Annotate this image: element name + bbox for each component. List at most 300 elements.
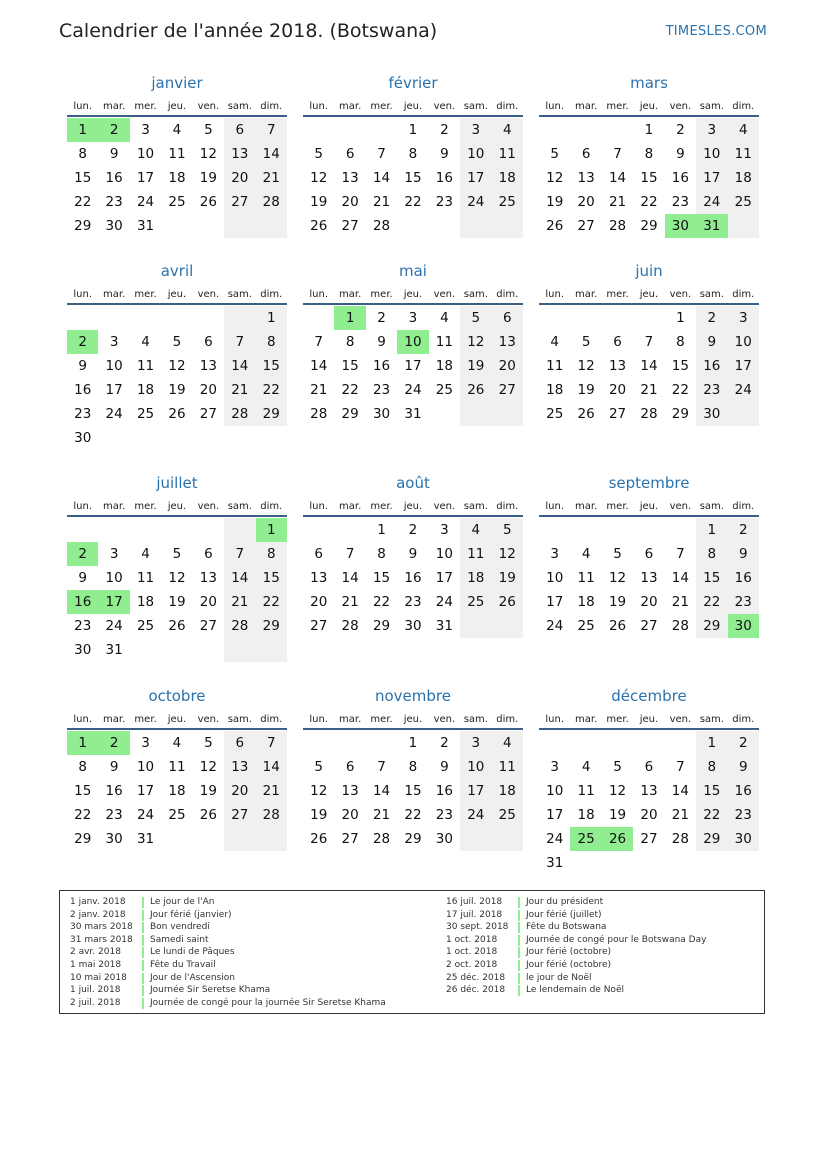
day-cell[interactable]: 2 [408,522,418,538]
day-cell[interactable]: 13 [224,755,255,779]
day-cell[interactable]: 9 [408,546,418,562]
day-cell[interactable]: 11 [577,570,595,586]
day-cell[interactable]: 26 [168,618,186,634]
day-cell[interactable]: 20 [224,166,255,190]
day-cell[interactable]: 1 [256,306,287,330]
day-cell[interactable]: 24 [728,378,759,402]
day-cell[interactable]: 31 [136,218,155,234]
day-cell[interactable]: 20 [310,594,328,610]
day-cell[interactable]: 14 [671,783,689,799]
day-cell[interactable]: 19 [168,594,186,610]
day-cell[interactable]: 25 [546,406,564,422]
day-cell[interactable]: 22 [404,807,422,823]
day-cell[interactable]: 26 [577,406,595,422]
day-cell[interactable]: 3 [141,122,150,138]
day-cell[interactable]: 3 [141,735,150,751]
day-cell[interactable]: 20 [577,194,595,210]
day-cell[interactable]: 6 [345,146,355,162]
day-cell[interactable]: 5 [314,759,323,775]
day-cell[interactable]: 13 [492,330,523,354]
day-cell[interactable]: 12 [168,358,186,374]
day-cell[interactable]: 14 [372,170,391,186]
day-cell[interactable]: 22 [696,803,727,827]
day-cell[interactable]: 2 [377,310,386,326]
day-cell[interactable]: 8 [256,330,287,354]
day-cell[interactable]: 10 [136,146,155,162]
day-cell[interactable]: 3 [408,310,418,326]
day-cell[interactable]: 28 [372,831,391,847]
day-cell[interactable]: 3 [550,759,559,775]
day-cell[interactable]: 7 [676,759,685,775]
day-cell[interactable]: 11 [460,542,491,566]
day-cell[interactable]: 30 [105,831,123,847]
day-cell[interactable]: 27 [492,378,523,402]
day-cell[interactable]: 19 [546,194,564,210]
day-cell[interactable]: 23 [105,807,123,823]
day-cell[interactable]: 26 [199,194,217,210]
day-cell[interactable]: 28 [224,614,255,638]
day-cell[interactable]: 1 [377,522,386,538]
day-cell[interactable]: 26 [492,590,523,614]
day-cell[interactable]: 24 [696,190,727,214]
day-cell[interactable]: 19 [492,566,523,590]
day-cell[interactable]: 27 [224,803,255,827]
day-cell[interactable]: 20 [492,354,523,378]
day-cell[interactable]: 14 [372,783,391,799]
day-cell[interactable]: 2 [440,122,449,138]
day-cell[interactable]: 23 [728,590,759,614]
day-cell[interactable]: 17 [460,779,491,803]
day-cell[interactable]: 14 [341,570,359,586]
day-cell[interactable]: 24 [105,406,123,422]
day-cell[interactable]: 12 [546,170,564,186]
day-cell[interactable]: 6 [345,759,355,775]
day-cell[interactable]: 22 [256,378,287,402]
day-cell[interactable]: 10 [546,570,564,586]
day-cell[interactable]: 5 [613,759,622,775]
day-cell[interactable]: 17 [105,382,123,398]
day-cell[interactable]: 7 [377,146,386,162]
day-cell[interactable]: 29 [671,406,689,422]
day-cell[interactable]: 3 [696,118,727,142]
day-cell[interactable]: 23 [435,807,453,823]
day-cell[interactable]: 16 [74,382,92,398]
day-cell[interactable]: 6 [492,306,523,330]
day-cell[interactable]: 3 [109,546,119,562]
day-cell[interactable]: 15 [256,566,287,590]
day-cell[interactable]: 1 [67,731,98,755]
day-cell[interactable]: 1 [408,122,418,138]
day-cell[interactable]: 20 [199,594,217,610]
day-cell[interactable]: 11 [492,142,523,166]
day-cell[interactable]: 20 [224,779,255,803]
day-cell[interactable]: 1 [67,118,98,142]
day-cell[interactable]: 27 [199,618,217,634]
day-cell[interactable]: 17 [546,807,564,823]
day-cell[interactable]: 2 [728,731,759,755]
day-cell[interactable]: 2 [98,118,129,142]
day-cell[interactable]: 26 [546,218,564,234]
day-cell[interactable]: 18 [168,783,186,799]
day-cell[interactable]: 28 [671,831,689,847]
day-cell[interactable]: 27 [341,218,359,234]
day-cell[interactable]: 29 [696,827,727,851]
day-cell[interactable]: 4 [172,735,182,751]
day-cell[interactable]: 29 [256,402,287,426]
day-cell[interactable]: 29 [341,406,359,422]
day-cell[interactable]: 17 [696,166,727,190]
day-cell[interactable]: 2 [67,330,98,354]
day-cell[interactable]: 17 [136,783,155,799]
day-cell[interactable]: 18 [136,382,155,398]
day-cell[interactable]: 4 [728,118,759,142]
day-cell[interactable]: 5 [581,334,591,350]
day-cell[interactable]: 23 [435,194,453,210]
day-cell[interactable]: 29 [74,831,92,847]
day-cell[interactable]: 23 [372,382,391,398]
day-cell[interactable]: 16 [105,783,123,799]
day-cell[interactable]: 17 [136,170,155,186]
day-cell[interactable]: 31 [546,855,564,871]
day-cell[interactable]: 6 [644,759,654,775]
day-cell[interactable]: 29 [640,218,658,234]
day-cell[interactable]: 2 [676,122,685,138]
day-cell[interactable]: 22 [74,807,92,823]
day-cell[interactable]: 13 [640,783,658,799]
day-cell[interactable]: 13 [199,358,217,374]
day-cell[interactable]: 18 [136,594,155,610]
day-cell[interactable]: 15 [404,170,422,186]
day-cell[interactable]: 4 [460,518,491,542]
day-cell[interactable]: 15 [696,566,727,590]
day-cell[interactable]: 6 [224,118,255,142]
day-cell[interactable]: 21 [224,590,255,614]
day-cell[interactable]: 17 [435,570,453,586]
day-cell[interactable]: 13 [341,783,359,799]
day-cell[interactable]: 25 [492,803,523,827]
day-cell[interactable]: 24 [136,807,155,823]
day-cell[interactable]: 27 [640,618,658,634]
day-cell[interactable]: 1 [256,518,287,542]
day-cell[interactable]: 7 [224,542,255,566]
day-cell[interactable]: 30 [696,402,727,426]
day-cell[interactable]: 7 [644,334,654,350]
day-cell[interactable]: 1 [408,735,418,751]
day-cell[interactable]: 12 [168,570,186,586]
day-cell[interactable]: 6 [204,546,213,562]
day-cell[interactable]: 16 [696,354,727,378]
day-cell[interactable]: 31 [136,831,155,847]
day-cell[interactable]: 10 [696,142,727,166]
day-cell[interactable]: 13 [577,170,595,186]
day-cell[interactable]: 5 [460,306,491,330]
day-cell[interactable]: 4 [492,731,523,755]
day-cell[interactable]: 6 [613,334,622,350]
day-cell[interactable]: 30 [74,430,92,446]
day-cell[interactable]: 28 [671,618,689,634]
day-cell[interactable]: 5 [492,518,523,542]
day-cell[interactable]: 6 [644,546,654,562]
day-cell[interactable]: 16 [372,358,391,374]
day-cell[interactable]: 23 [728,803,759,827]
day-cell[interactable]: 9 [440,759,449,775]
day-cell[interactable]: 28 [256,190,287,214]
day-cell[interactable]: 16 [728,566,759,590]
day-cell[interactable]: 14 [310,358,328,374]
day-cell[interactable]: 14 [608,170,627,186]
day-cell[interactable]: 5 [204,122,213,138]
day-cell[interactable]: 26 [608,618,627,634]
day-cell[interactable]: 9 [728,542,759,566]
day-cell[interactable]: 20 [341,194,359,210]
day-cell[interactable]: 19 [168,382,186,398]
day-cell[interactable]: 5 [550,146,559,162]
day-cell[interactable]: 23 [105,194,123,210]
day-cell[interactable]: 31 [105,642,123,658]
day-cell[interactable]: 18 [460,566,491,590]
day-cell[interactable]: 2 [696,306,727,330]
day-cell[interactable]: 25 [460,590,491,614]
day-cell[interactable]: 18 [728,166,759,190]
day-cell[interactable]: 22 [671,382,689,398]
day-cell[interactable]: 13 [310,570,328,586]
day-cell[interactable]: 7 [256,118,287,142]
day-cell[interactable]: 17 [404,358,422,374]
day-cell[interactable]: 26 [310,831,328,847]
day-cell[interactable]: 22 [696,590,727,614]
day-cell[interactable]: 31 [404,406,422,422]
day-cell[interactable]: 1 [676,310,685,326]
day-cell[interactable]: 9 [377,334,386,350]
day-cell[interactable]: 2 [440,735,449,751]
day-cell[interactable]: 12 [608,783,627,799]
day-cell[interactable]: 8 [408,146,418,162]
day-cell[interactable]: 30 [728,614,759,638]
day-cell[interactable]: 29 [74,218,92,234]
day-cell[interactable]: 28 [256,803,287,827]
day-cell[interactable]: 9 [78,358,87,374]
day-cell[interactable]: 9 [676,146,685,162]
day-cell[interactable]: 2 [728,518,759,542]
day-cell[interactable]: 27 [608,406,627,422]
day-cell[interactable]: 10 [460,755,491,779]
day-cell[interactable]: 27 [341,831,359,847]
day-cell[interactable]: 19 [310,194,328,210]
day-cell[interactable]: 22 [74,194,92,210]
day-cell[interactable]: 8 [78,146,87,162]
day-cell[interactable]: 20 [341,807,359,823]
day-cell[interactable]: 23 [74,406,92,422]
day-cell[interactable]: 15 [671,358,689,374]
day-cell[interactable]: 20 [640,807,658,823]
day-cell[interactable]: 26 [310,218,328,234]
day-cell[interactable]: 12 [577,358,595,374]
day-cell[interactable]: 18 [577,594,595,610]
day-cell[interactable]: 3 [460,118,491,142]
day-cell[interactable]: 9 [78,570,87,586]
day-cell[interactable]: 15 [341,358,359,374]
day-cell[interactable]: 13 [640,570,658,586]
day-cell[interactable]: 5 [613,546,622,562]
day-cell[interactable]: 29 [696,614,727,638]
day-cell[interactable]: 2 [98,731,129,755]
day-cell[interactable]: 11 [435,334,453,350]
day-cell[interactable]: 8 [345,334,355,350]
day-cell[interactable]: 22 [341,382,359,398]
day-cell[interactable]: 12 [492,542,523,566]
day-cell[interactable]: 3 [728,306,759,330]
day-cell[interactable]: 11 [136,570,155,586]
day-cell[interactable]: 8 [78,759,87,775]
day-cell[interactable]: 8 [644,146,654,162]
day-cell[interactable]: 21 [372,807,391,823]
day-cell[interactable]: 25 [435,382,453,398]
day-cell[interactable]: 23 [671,194,689,210]
day-cell[interactable]: 16 [728,779,759,803]
day-cell[interactable]: 17 [546,594,564,610]
day-cell[interactable]: 9 [109,759,119,775]
day-cell[interactable]: 24 [460,803,491,827]
day-cell[interactable]: 3 [109,334,119,350]
day-cell[interactable]: 15 [74,783,92,799]
day-cell[interactable]: 12 [460,330,491,354]
day-cell[interactable]: 15 [696,779,727,803]
day-cell[interactable]: 5 [172,546,182,562]
day-cell[interactable]: 18 [492,779,523,803]
day-cell[interactable]: 8 [377,546,386,562]
day-cell[interactable]: 30 [372,406,391,422]
day-cell[interactable]: 25 [168,807,186,823]
day-cell[interactable]: 14 [671,570,689,586]
day-cell[interactable]: 20 [608,382,627,398]
day-cell[interactable]: 10 [435,546,453,562]
day-cell[interactable]: 30 [404,618,422,634]
day-cell[interactable]: 4 [172,122,182,138]
day-cell[interactable]: 7 [676,546,685,562]
day-cell[interactable]: 7 [345,546,355,562]
day-cell[interactable]: 25 [570,827,601,851]
day-cell[interactable]: 14 [224,354,255,378]
day-cell[interactable]: 7 [256,731,287,755]
day-cell[interactable]: 4 [581,546,591,562]
day-cell[interactable]: 5 [204,735,213,751]
day-cell[interactable]: 28 [341,618,359,634]
day-cell[interactable]: 27 [640,831,658,847]
day-cell[interactable]: 21 [256,166,287,190]
day-cell[interactable]: 30 [435,831,453,847]
day-cell[interactable]: 10 [728,330,759,354]
day-cell[interactable]: 11 [728,142,759,166]
day-cell[interactable]: 11 [136,358,155,374]
day-cell[interactable]: 24 [546,831,564,847]
day-cell[interactable]: 4 [550,334,559,350]
day-cell[interactable]: 14 [256,755,287,779]
day-cell[interactable]: 7 [613,146,622,162]
day-cell[interactable]: 21 [640,382,658,398]
day-cell[interactable]: 27 [577,218,595,234]
day-cell[interactable]: 21 [671,807,689,823]
day-cell[interactable]: 28 [608,218,627,234]
day-cell[interactable]: 8 [408,759,418,775]
day-cell[interactable]: 3 [550,546,559,562]
day-cell[interactable]: 28 [640,406,658,422]
day-cell[interactable]: 21 [310,382,328,398]
day-cell[interactable]: 2 [67,542,98,566]
day-cell[interactable]: 13 [224,142,255,166]
day-cell[interactable]: 28 [310,406,328,422]
day-cell[interactable]: 16 [435,170,453,186]
day-cell[interactable]: 25 [577,618,595,634]
day-cell[interactable]: 21 [372,194,391,210]
day-cell[interactable]: 1 [334,306,365,330]
day-cell[interactable]: 31 [696,214,727,238]
day-cell[interactable]: 29 [256,614,287,638]
day-cell[interactable]: 17 [98,590,129,614]
day-cell[interactable]: 15 [640,170,658,186]
day-cell[interactable]: 26 [460,378,491,402]
day-cell[interactable]: 12 [199,146,217,162]
day-cell[interactable]: 23 [404,594,422,610]
day-cell[interactable]: 11 [492,755,523,779]
day-cell[interactable]: 6 [314,546,323,562]
day-cell[interactable]: 17 [460,166,491,190]
day-cell[interactable]: 9 [696,330,727,354]
day-cell[interactable]: 5 [172,334,182,350]
day-cell[interactable]: 19 [199,170,217,186]
day-cell[interactable]: 29 [372,618,391,634]
day-cell[interactable]: 10 [136,759,155,775]
day-cell[interactable]: 29 [404,831,422,847]
day-cell[interactable]: 20 [640,594,658,610]
day-cell[interactable]: 28 [224,402,255,426]
day-cell[interactable]: 19 [577,382,595,398]
day-cell[interactable]: 30 [105,218,123,234]
day-cell[interactable]: 18 [168,170,186,186]
day-cell[interactable]: 22 [404,194,422,210]
day-cell[interactable]: 19 [310,807,328,823]
day-cell[interactable]: 15 [74,170,92,186]
day-cell[interactable]: 27 [199,406,217,422]
day-cell[interactable]: 22 [640,194,658,210]
day-cell[interactable]: 7 [314,334,323,350]
day-cell[interactable]: 12 [199,759,217,775]
day-cell[interactable]: 6 [224,731,255,755]
day-cell[interactable]: 22 [256,590,287,614]
day-cell[interactable]: 10 [546,783,564,799]
day-cell[interactable]: 1 [696,731,727,755]
day-cell[interactable]: 19 [608,594,627,610]
day-cell[interactable]: 21 [608,194,627,210]
day-cell[interactable]: 12 [310,783,328,799]
day-cell[interactable]: 30 [665,214,696,238]
day-cell[interactable]: 14 [256,142,287,166]
day-cell[interactable]: 30 [728,827,759,851]
day-cell[interactable]: 10 [105,570,123,586]
day-cell[interactable]: 25 [136,618,155,634]
day-cell[interactable]: 12 [608,570,627,586]
day-cell[interactable]: 11 [168,146,186,162]
day-cell[interactable]: 18 [435,358,453,374]
day-cell[interactable]: 7 [377,759,386,775]
day-cell[interactable]: 6 [581,146,591,162]
day-cell[interactable]: 18 [577,807,595,823]
day-cell[interactable]: 21 [256,779,287,803]
day-cell[interactable]: 18 [546,382,564,398]
day-cell[interactable]: 24 [546,618,564,634]
day-cell[interactable]: 20 [199,382,217,398]
day-cell[interactable]: 8 [696,542,727,566]
day-cell[interactable]: 5 [314,146,323,162]
